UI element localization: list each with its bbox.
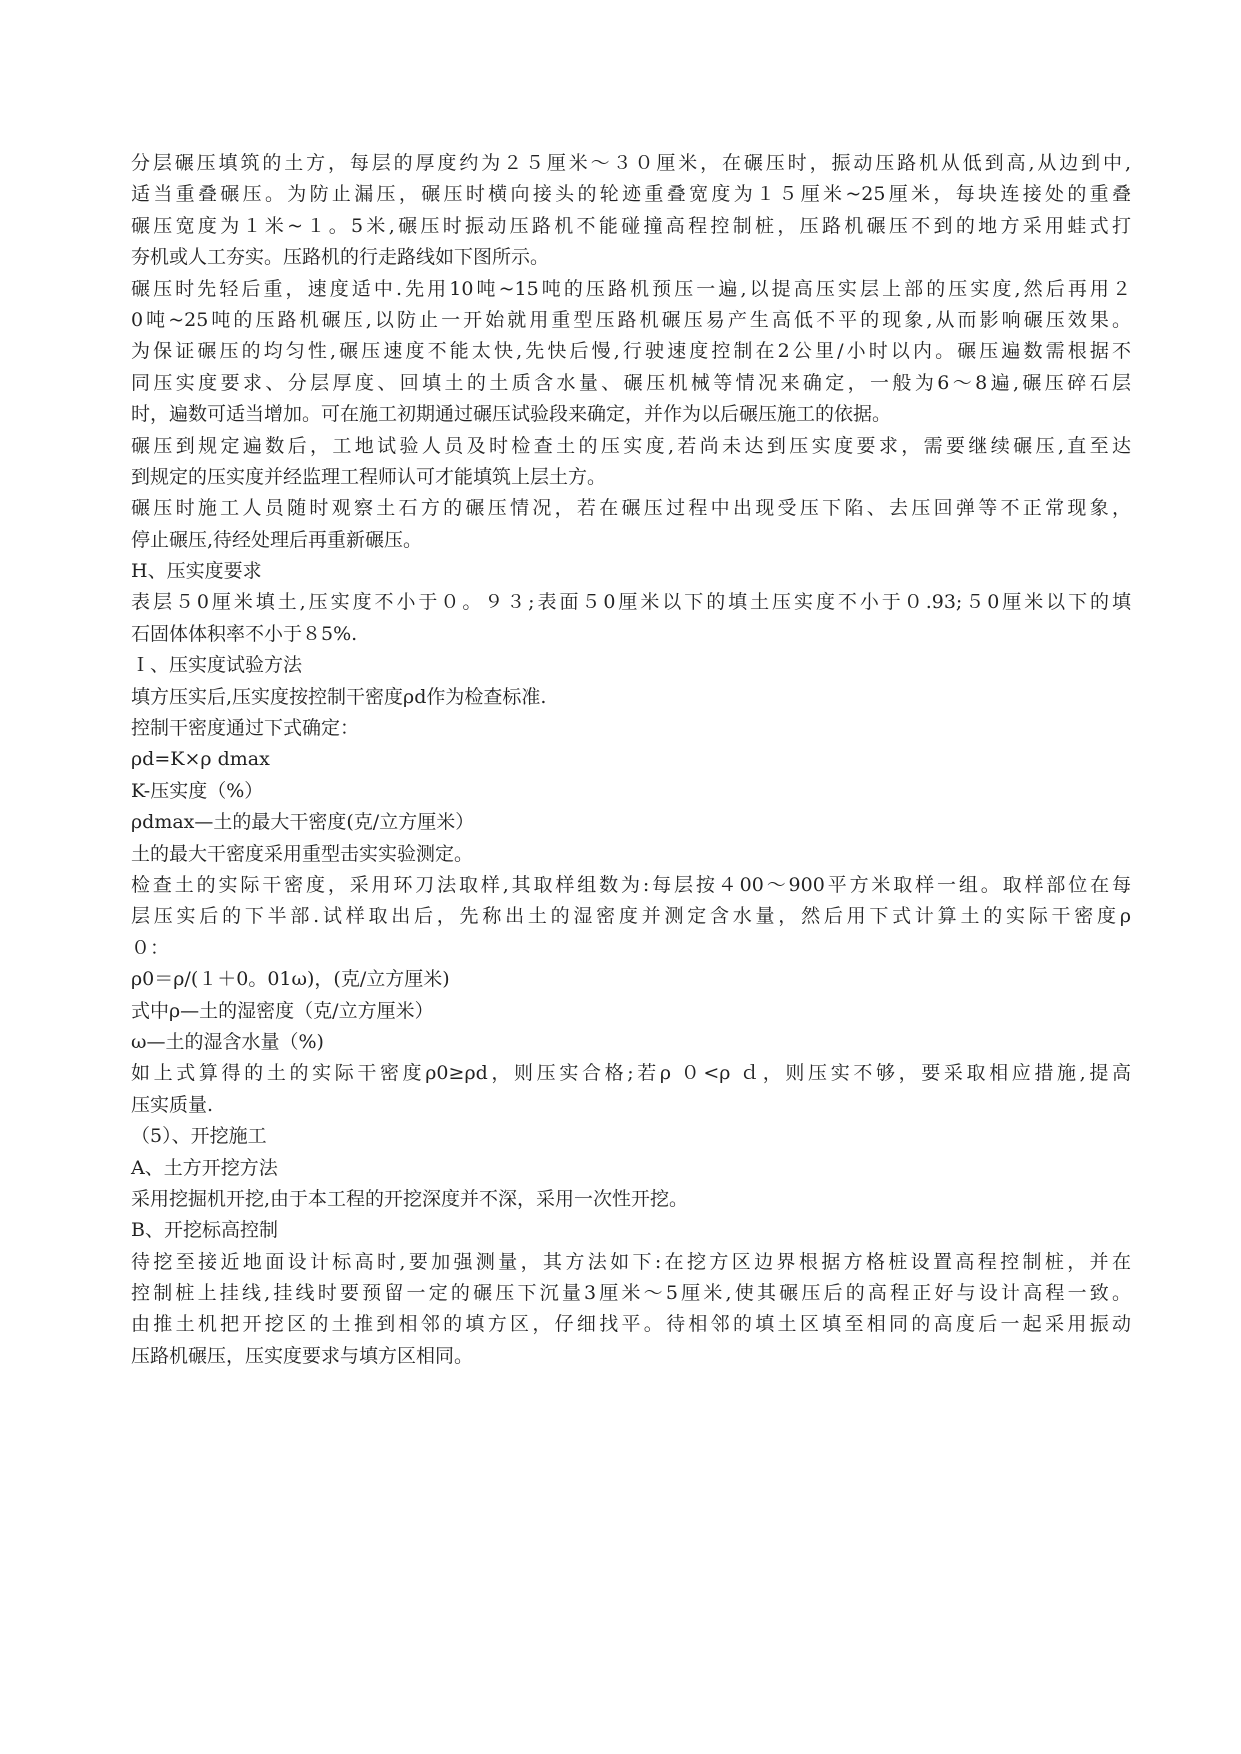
section-heading: B、开挖标高控制 bbox=[131, 1219, 278, 1242]
text-line: 时，遍数可适当增加。可在施工初期通过碾压试验段来确定，并作为以后碾压施工的依据。 bbox=[131, 403, 892, 426]
text-line: 石固体体积率不小于８5%. bbox=[131, 622, 358, 645]
section-heading: A、土方开挖方法 bbox=[131, 1156, 278, 1179]
formula-line: ρd=K×ρ dmax bbox=[131, 748, 270, 771]
text-line: 表层５0厘米填土,压实度不小于０。９３;表面５0厘米以下的填土压实度不小于０.93;５0厘米以下的填 bbox=[131, 591, 1131, 614]
text-line: 碾压到规定遍数后，工地试验人员及时检查土的压实度,若尚未达到压实度要求，需要继续碾压,直至达 bbox=[131, 434, 1131, 457]
text-line: 碾压宽度为１米~１。5米,碾压时振动压路机不能碰撞高程控制桩，压路机碾压不到的地方采用蛙式打 bbox=[131, 214, 1131, 237]
text-line: ρdmax—土的最大干密度(克/立方厘米） bbox=[131, 811, 475, 834]
text-line: 层压实后的下半部.试样取出后，先称出土的湿密度并测定含水量，然后用下式计算土的实际干密度ρ bbox=[131, 905, 1131, 928]
text-line: 压实质量. bbox=[131, 1093, 214, 1116]
text-line: 碾压时施工人员随时观察土石方的碾压情况，若在碾压过程中出现受压下陷、去压回弹等不正常现象， bbox=[131, 497, 1131, 520]
section-heading: H、压实度要求 bbox=[131, 560, 262, 583]
text-line: 如上式算得的土的实际干密度ρ0≥ρd，则压实合格;若ρ ０<ρ ｄ，则压实不够，要采取相应措施,提高 bbox=[131, 1062, 1131, 1085]
text-line: 停止碾压,待经处理后再重新碾压。 bbox=[131, 528, 423, 551]
section-heading: Ｉ、压实度试验方法 bbox=[131, 654, 303, 677]
text-line: 控制桩上挂线,挂线时要预留一定的碾压下沉量3厘米～5厘米,使其碾压后的高程正好与设计高程一致。 bbox=[131, 1282, 1131, 1305]
text-line: 待挖至接近地面设计标高时,要加强测量，其方法如下:在挖方区边界根据方格桩设置高程控制桩，并在 bbox=[131, 1250, 1131, 1273]
text-line: 分层碾压填筑的土方，每层的厚度约为２５厘米～３０厘米，在碾压时，振动压路机从低到高,从边到中, bbox=[131, 152, 1131, 174]
text-line: 填方压实后,压实度按控制干密度ρd作为检查标准. bbox=[131, 685, 547, 708]
text-line: 检查土的实际干密度，采用环刀法取样,其取样组数为:每层按４00～900平方米取样一组。取样部位在每 bbox=[131, 873, 1131, 896]
text-line: 适当重叠碾压。为防止漏压，碾压时横向接头的轮迹重叠宽度为１５厘米~25厘米，每块连接处的重叠 bbox=[131, 183, 1131, 206]
text-line: 压路机碾压，压实度要求与填方区相同。 bbox=[131, 1344, 474, 1367]
text-line: 为保证碾压的均匀性,碾压速度不能太快,先快后慢,行驶速度控制在2公里/小时以内。碾压遍数需根据不 bbox=[131, 340, 1131, 363]
text-line: ω—土的湿含水量（%) bbox=[131, 1030, 324, 1053]
text-line: 控制干密度通过下式确定： bbox=[131, 717, 360, 740]
text-line: 碾压时先轻后重，速度适中.先用10吨~15吨的压路机预压一遍,以提高压实层上部的压实度,然后再用２ bbox=[131, 277, 1131, 300]
text-line: 到规定的压实度并经监理工程师认可才能填筑上层土方。 bbox=[131, 465, 607, 488]
text-line: ０： bbox=[131, 936, 170, 959]
section-heading: （5）、开挖施工 bbox=[131, 1125, 267, 1148]
text-line: 同压实度要求、分层厚度、回填土的土质含水量、碾压机械等情况来确定，一般为6～8遍,碾压碎石层 bbox=[131, 371, 1131, 394]
text-line: 0吨~25吨的压路机碾压,以防止一开始就用重型压路机碾压易产生高低不平的现象,从而影响碾压效果。 bbox=[131, 308, 1131, 331]
text-line: 由推土机把开挖区的土推到相邻的填方区，仔细找平。待相邻的填土区填至相同的高度后一起采用振动 bbox=[131, 1313, 1131, 1336]
text-line: 式中ρ—土的湿密度（克/立方厘米） bbox=[131, 999, 434, 1022]
text-line: K-压实度（%） bbox=[131, 779, 264, 802]
text-line: 夯机或人工夯实。压路机的行走路线如下图所示。 bbox=[131, 246, 550, 269]
text-line: 土的最大干密度采用重型击实实验测定。 bbox=[131, 842, 474, 865]
formula-line: ρ0＝ρ/(１＋0。01ω)，(克/立方厘米) bbox=[131, 968, 450, 991]
document-body bbox=[131, 148, 1131, 1372]
text-line: 采用挖掘机开挖,由于本工程的开挖深度并不深，采用一次性开挖。 bbox=[131, 1187, 689, 1210]
